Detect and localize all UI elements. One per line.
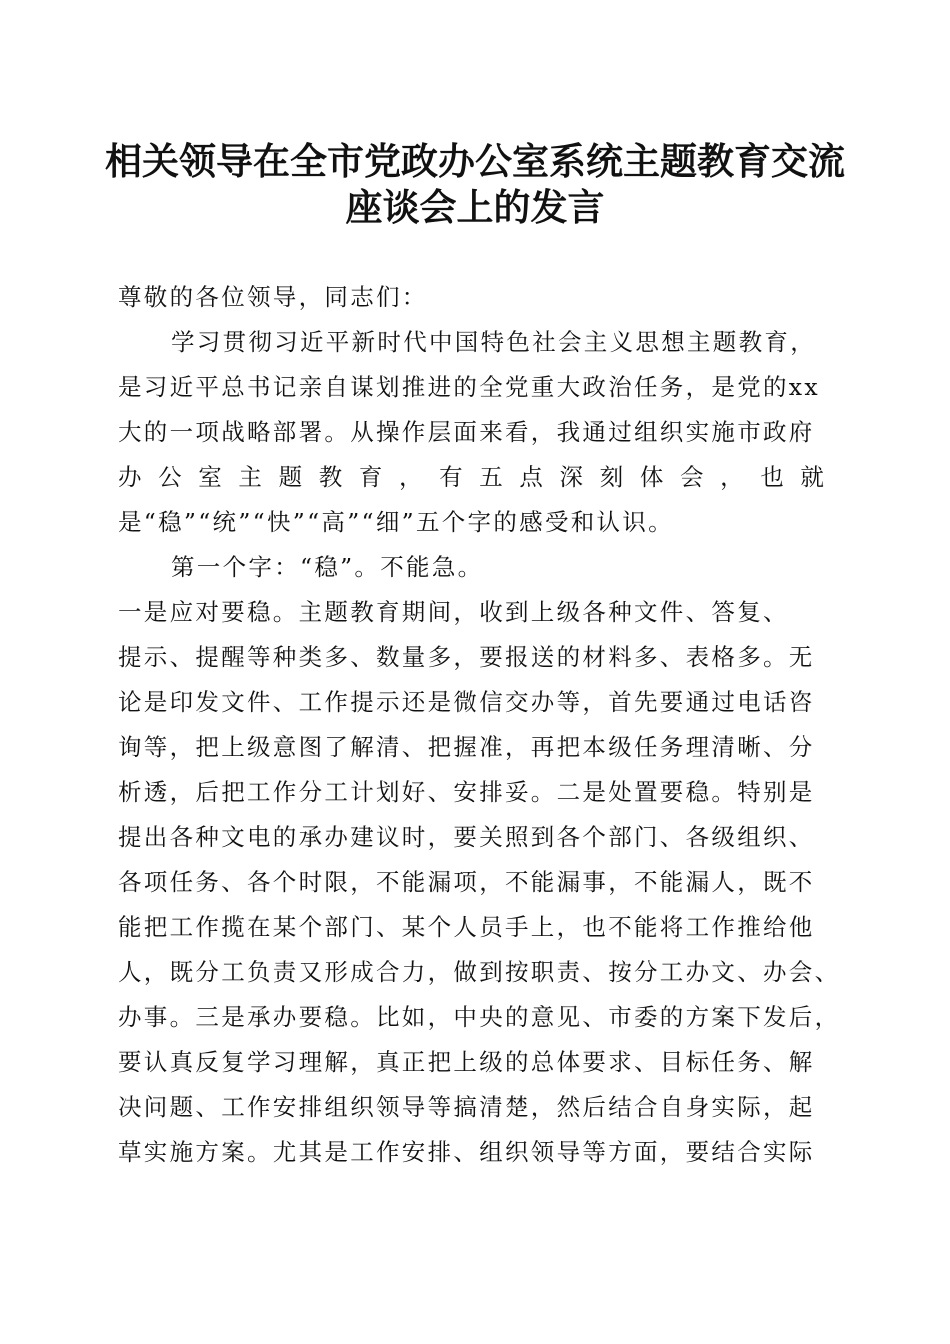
paragraph-line: 论是印发文件、工作提示还是微信交办等，首先要通过电话咨 <box>118 688 815 716</box>
spread-char: 题 <box>278 463 303 491</box>
spread-char: ， <box>398 463 423 491</box>
paragraph-line: 要认真反复学习理解，真正把上级的总体要求、目标任务、解 <box>118 1048 815 1076</box>
spread-char: 就 <box>800 463 824 491</box>
paragraph-line: 人，既分工负责又形成合力，做到按职责、按分工办文、办会、 <box>118 958 841 986</box>
spread-char: 主 <box>238 463 262 491</box>
document-title-line-2: 座谈会上的发言 <box>345 185 605 229</box>
paragraph-line: 草实施方案。尤其是工作安排、组织领导等方面，要结合实际 <box>118 1138 815 1166</box>
document-title-line-1: 相关领导在全市党政办公室系统主题教育交流 <box>105 139 845 183</box>
spread-char: 教 <box>318 463 343 491</box>
spread-char: 深 <box>559 463 584 491</box>
spread-char: 公 <box>158 463 182 491</box>
paragraph-line: 提示、提醒等种类多、数量多，要报送的材料多、表格多。无 <box>118 643 815 671</box>
spread-char: 室 <box>198 463 222 491</box>
paragraph-line: 是习近平总书记亲自谋划推进的全党重大政治任务，是党的xx <box>118 373 820 401</box>
paragraph-line: 各项任务、各个时限，不能漏项，不能漏事，不能漏人，既不 <box>118 868 815 896</box>
spread-char: ， <box>720 463 744 491</box>
spread-char: 会 <box>679 463 704 491</box>
spread-char: 刻 <box>599 463 624 491</box>
paragraph-line: 大的一项战略部署。从操作层面来看，我通过组织实施市政府 <box>118 418 815 446</box>
paragraph-line: 决问题、工作安排组织领导等搞清楚，然后结合自身实际，起 <box>118 1093 815 1121</box>
paragraph-line: 提出各种文电的承办建议时，要关照到各个部门、各级组织、 <box>118 823 815 851</box>
spread-char: 有 <box>439 463 463 491</box>
spread-char: 体 <box>639 463 664 491</box>
spread-char: 点 <box>519 463 543 491</box>
paragraph-line: 办事。三是承办要稳。比如，中央的意见、市委的方案下发后， <box>118 1003 841 1031</box>
spread-char: 办 <box>118 463 142 491</box>
paragraph-line: 析透，后把工作分工计划好、安排妥。二是处置要稳。特别是 <box>118 778 815 806</box>
salutation: 尊敬的各位领导，同志们： <box>118 283 428 311</box>
paragraph-line: 一是应对要稳。主题教育期间，收到上级各种文件、答复、 <box>118 598 789 626</box>
paragraph-line: 是“稳”“统”“快”“高”“细”五个字的感受和认识。 <box>118 508 674 536</box>
spread-char: 育 <box>358 463 383 491</box>
section-heading: 第一个字：“稳”。不能急。 <box>171 553 484 581</box>
paragraph-line: 询等，把上级意图了解清、把握准，再把本级任务理清晰、分 <box>118 733 815 761</box>
paragraph-line-spread <box>118 462 824 492</box>
spread-char: 也 <box>760 463 784 491</box>
spread-char: 五 <box>479 463 503 491</box>
paragraph-line: 能把工作揽在某个部门、某个人员手上，也不能将工作推给他 <box>118 913 815 941</box>
paragraph-line: 学习贯彻习近平新时代中国特色社会主义思想主题教育， <box>171 328 816 356</box>
